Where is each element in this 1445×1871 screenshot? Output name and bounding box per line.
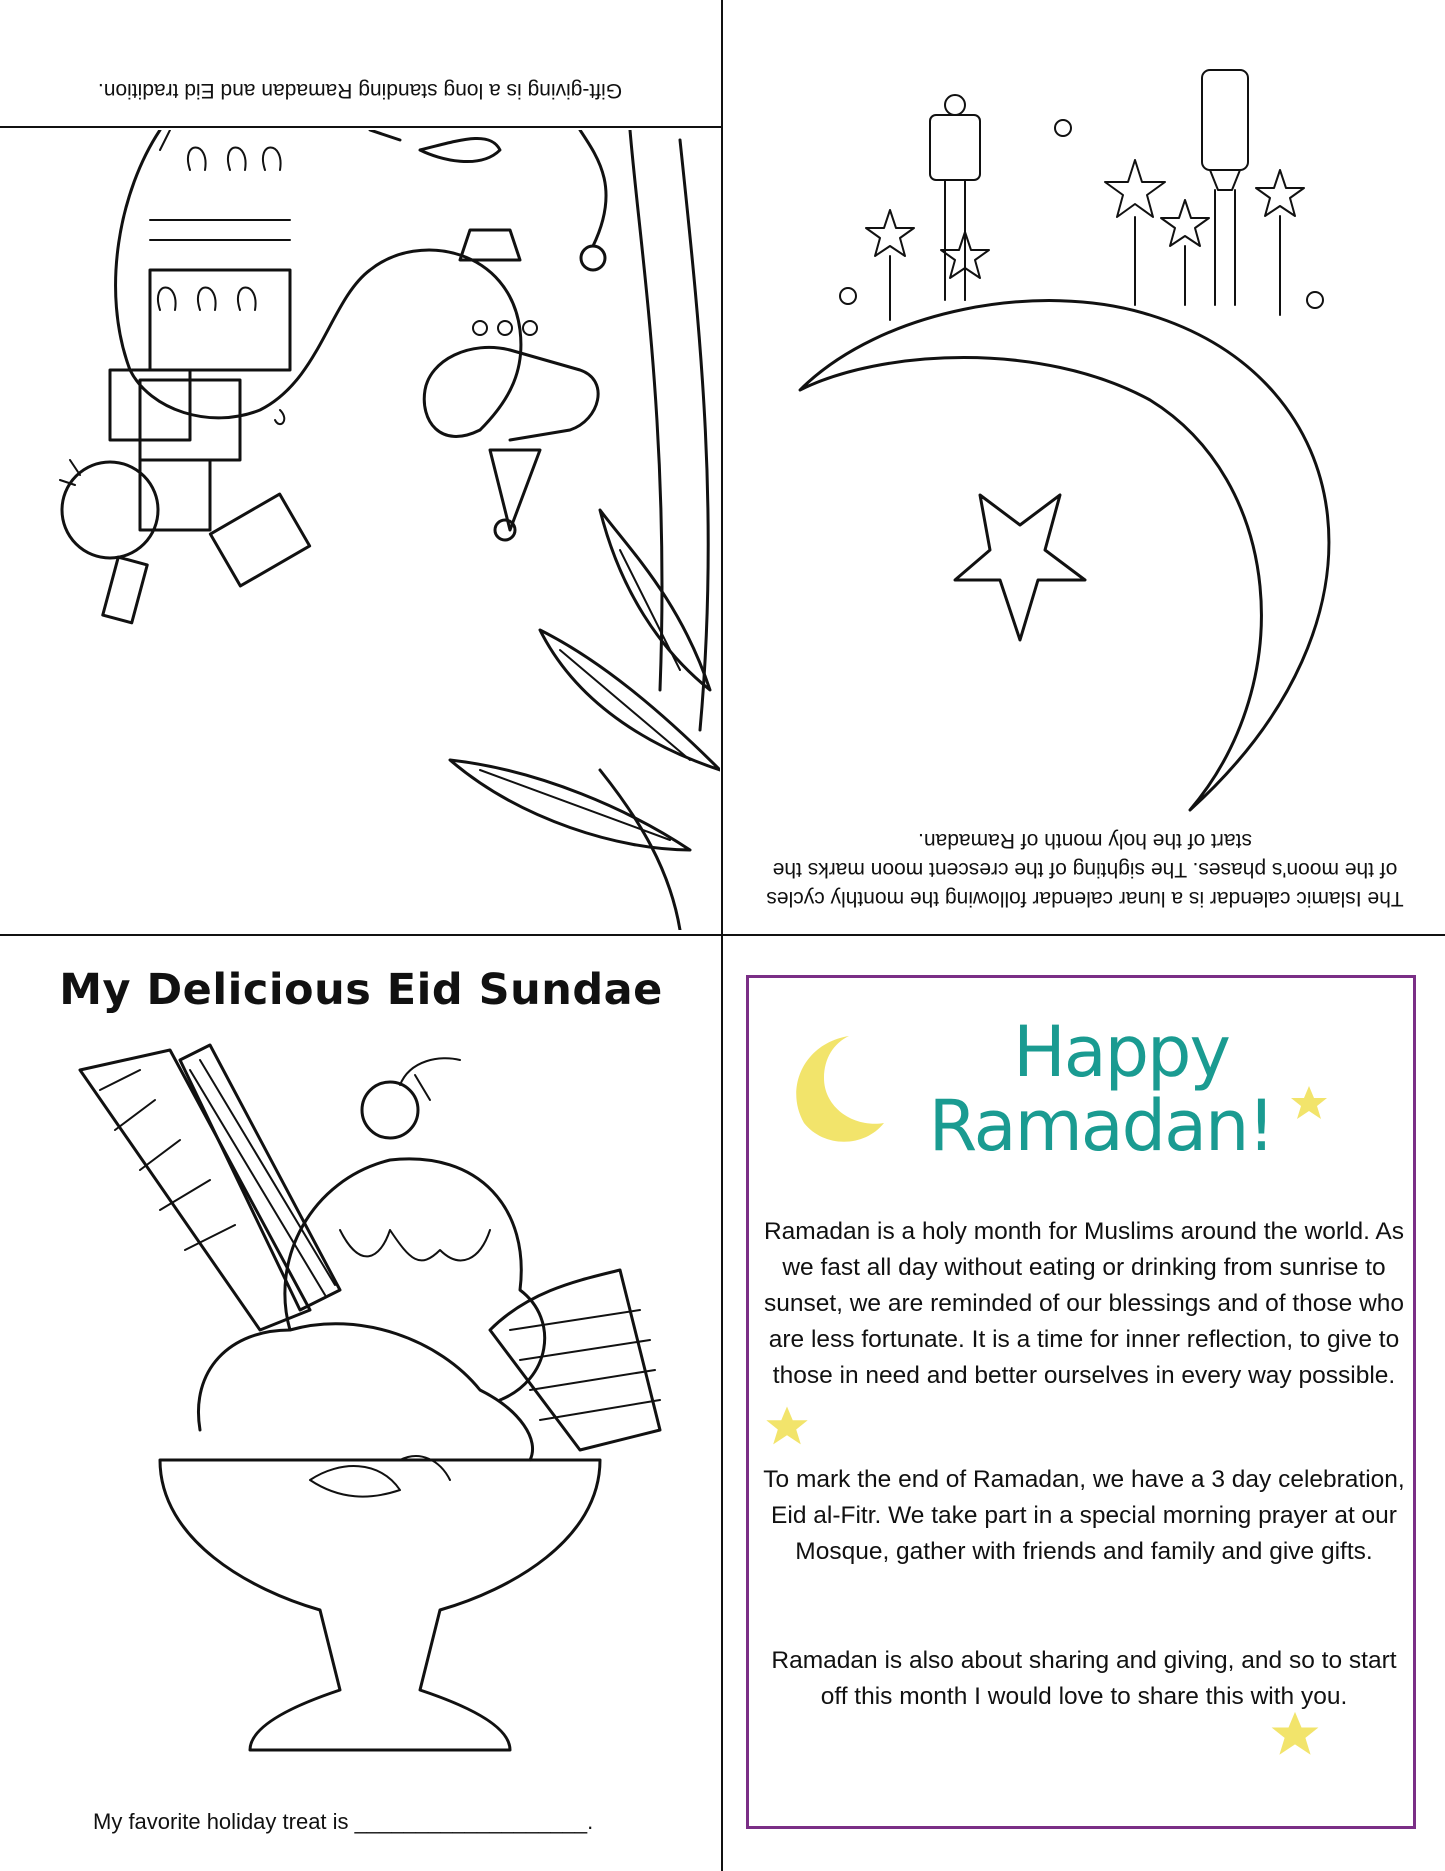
gift-caption: Gift-giving is a long standing Ramadan and Eid tradition. (97, 79, 623, 102)
gift-boxes-illustration (60, 130, 310, 623)
star-icon (866, 210, 914, 256)
star-icon (1105, 160, 1165, 217)
heading-line1: Happy (1013, 1011, 1229, 1093)
moon-caption: The Islamic calendar is a lunar calendar following the monthly cycles of the moon's phases. The sighting of the crescent moon marks the start of the holy month of Ramadan. (766, 829, 1404, 910)
lantern-icon (930, 95, 980, 300)
star-icon (1161, 200, 1209, 246)
crescent-moon-illustration (800, 301, 1329, 810)
lantern-icon (1202, 70, 1248, 305)
camel-illustration (116, 130, 607, 540)
star-icon (1256, 170, 1304, 216)
fold-line-horizontal (0, 934, 1445, 936)
sundae-title: My Delicious Eid Sundae (59, 965, 663, 1015)
paragraph-eid: To mark the end of Ramadan, we have a 3 day celebration, Eid al-Fitr. We take part in a special morning prayer at our Mosque, gather with friends and family and give gifts. (763, 1466, 1405, 1565)
heading-line2: Ramadan! (928, 1085, 1274, 1167)
favorite-treat-prompt: My favorite holiday treat is ___________________. (93, 1809, 594, 1834)
paragraph-sharing: Ramadan is also about sharing and giving, and so to start off this month I would love to share this with you. (771, 1647, 1397, 1710)
camel-gift-illustration (40, 130, 720, 930)
caption-divider (0, 126, 722, 128)
crescent-moon-panel (740, 60, 1430, 820)
sundae-illustration (60, 1030, 680, 1790)
star-icon (764, 1403, 810, 1449)
star-icon (955, 495, 1085, 640)
ramadan-card (746, 975, 1416, 1829)
star-icon (1269, 1708, 1321, 1760)
paragraph-intro: Ramadan is a holy month for Muslims around the world. As we fast all day without eating or drinking from sunrise to sunset, we are reminded of our blessings and of those who are less fortunate. It is a time for inner reflection, to give to those in need and better ourselves in every way possible. (763, 1218, 1405, 1389)
